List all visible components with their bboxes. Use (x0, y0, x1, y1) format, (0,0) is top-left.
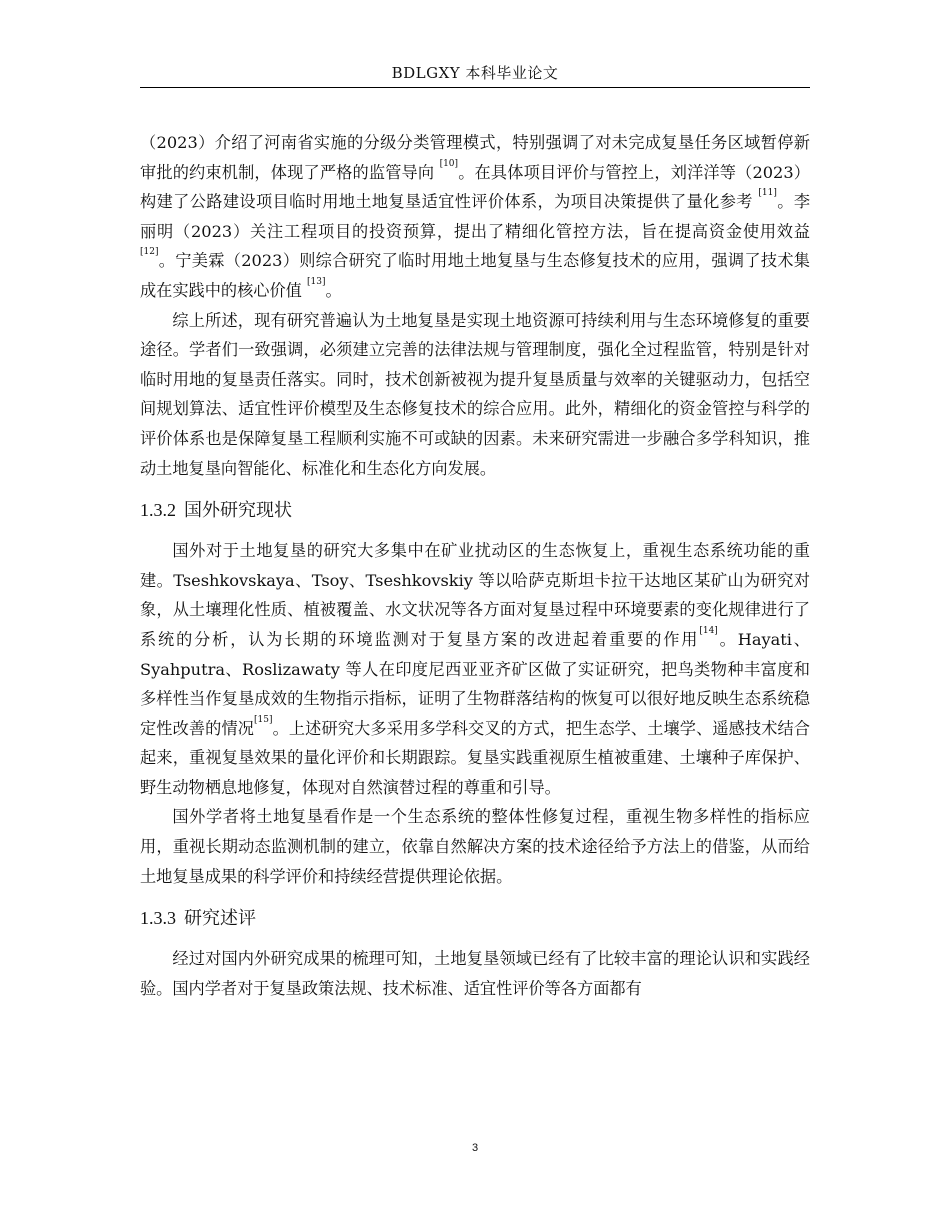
citation-ref[interactable]: [12] (140, 247, 159, 258)
citation-ref[interactable]: [14] (699, 625, 718, 636)
citation-ref[interactable]: [15] (254, 714, 273, 725)
section-heading-1-3-2: 1.3.2 国外研究现状 (140, 500, 292, 522)
paragraph-3: 国外对于土地复垦的研究大多集中在矿业扰动区的生态恢复上，重视生态系统功能的重建。Tseshkovskaya、Tsoy、Tseshkovskiy 等以哈萨克斯坦卡拉干达地区某矿山为研究对象，从土壤理化性质、植被覆盖、水文状况等各方面对复垦过程中环境要素的变化规律进行了系统的分析，认为长期的环境监测对于复垦方案的改进起着重要的作用[14]。Hayati、Syahputra、Roslizawaty 等人在印度尼西亚亚齐矿区做了实证研究，把鸟类物种丰富度和多样性当作复垦成效的生物指示指标，证明了生物群落结构的恢复可以很好地反映生态系统稳定性改善的情况[15]。上述研究大多采用多学科交叉的方式，把生态学、土壤学、遥感技术结合起来，重视复垦效果的量化评价和长期跟踪。复垦实践重视原生植被重建、土壤种子库保护、野生动物栖息地修复，体现对自然演替过程的尊重和引导。 (140, 541, 810, 797)
citation-ref[interactable]: [10] (439, 158, 459, 169)
body-text (140, 128, 810, 1003)
paragraph-5: 经过对国内外研究成果的梳理可知，土地复垦领域已经有了比较丰富的理论认识和实践经验。国内学者对于复垦政策法规、技术标准、适宜性评价等各方面都有 (140, 949, 810, 998)
running-header: BDLGXY 本科毕业论文 (391, 64, 559, 82)
citation-ref[interactable]: [11] (758, 188, 777, 199)
header-rule (140, 87, 810, 88)
page-number: 3 (471, 1142, 479, 1154)
section-heading-1-3-3: 1.3.3 研究述评 (140, 908, 256, 930)
paragraph-1: （2023）介绍了河南省实施的分级分类管理模式，特别强调了对未完成复垦任务区域暂停新审批的约束机制，体现了严格的监管导向 [10]。在具体项目评价与管控上，刘洋洋等（2023）构建了公路建设项目临时用地土地复垦适宜性评价体系，为项目决策提供了量化参考 [11]。李丽明（2023）关注工程项目的投资预算，提出了精细化管控方法，旨在提高资金使用效益 [12]。宁美霖（2023）则综合研究了临时用地土地复垦与生态修复技术的应用，强调了技术集成在实践中的核心价值 [13]。 (140, 133, 811, 300)
paragraph-4: 国外学者将土地复垦看作是一个生态系统的整体性修复过程，重视生物多样性的指标应用，重视长期动态监测机制的建立，依靠自然解决方案的技术途径给予方法上的借鉴，从而给土地复垦成果的科学评价和持续经营提供理论依据。 (140, 807, 810, 886)
paragraph-2: 综上所述，现有研究普遍认为土地复垦是实现土地资源可持续利用与生态环境修复的重要途径。学者们一致强调，必须建立完善的法律法规与管理制度，强化全过程监管，特别是针对临时用地的复垦责任落实。同时，技术创新被视为提升复垦质量与效率的关键驱动力，包括空间规划算法、适宜性评价模型及生态修复技术的综合应用。此外，精细化的资金管控与科学的评价体系也是保障复垦工程顺利实施不可或缺的因素。未来研究需进一步融合多学科知识，推动土地复垦向智能化、标准化和生态化方向发展。 (140, 310, 810, 478)
citation-ref[interactable]: [13] (307, 276, 326, 287)
